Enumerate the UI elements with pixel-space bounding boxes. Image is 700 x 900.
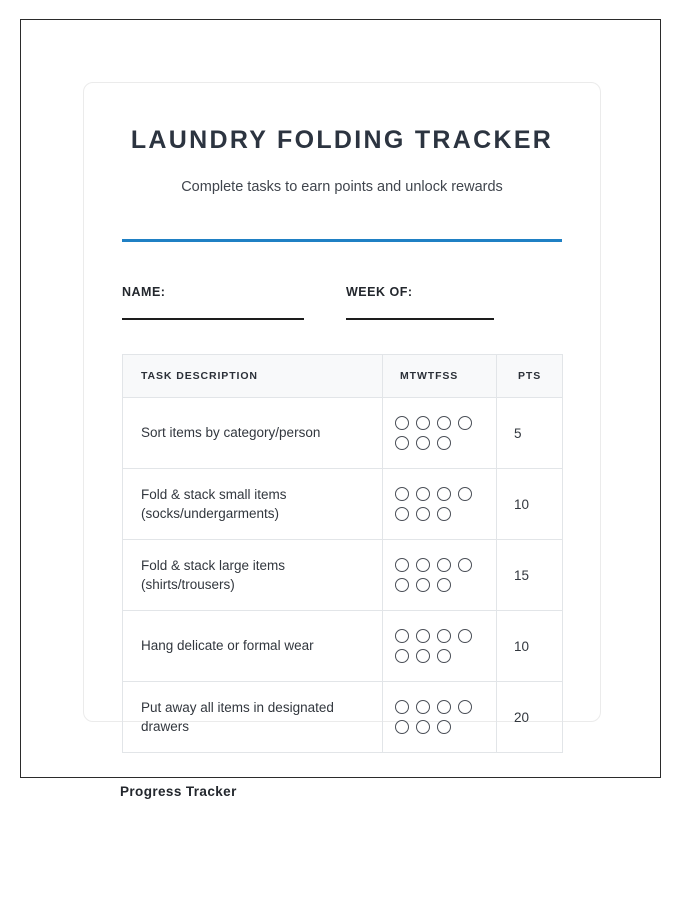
points-cell: 15 <box>497 540 563 611</box>
task-description-cell: Fold & stack large items (shirts/trousers) <box>123 540 383 611</box>
day-checkbox-circle-icon[interactable] <box>458 629 472 643</box>
day-checkbox-circle-icon[interactable] <box>395 649 409 663</box>
day-checkbox-circle-icon[interactable] <box>395 487 409 501</box>
day-checkbox-circle-icon[interactable] <box>395 629 409 643</box>
printable-page-frame <box>20 19 661 778</box>
points-cell: 10 <box>497 611 563 682</box>
table-row <box>123 469 563 540</box>
day-checkboxes-cell <box>383 540 497 611</box>
day-checkboxes-cell <box>383 398 497 469</box>
table-row <box>123 682 563 753</box>
day-checkbox-circle-icon[interactable] <box>416 629 430 643</box>
page-title: LAUNDRY FOLDING TRACKER <box>130 126 554 154</box>
table-row <box>123 611 563 682</box>
column-header-points: PTS <box>497 355 563 398</box>
day-checkbox-circle-icon[interactable] <box>395 720 409 734</box>
week-of-field-writeline[interactable] <box>346 318 494 320</box>
day-checkbox-circle-icon[interactable] <box>416 649 430 663</box>
task-description-cell: Fold & stack small items (socks/undergarments) <box>123 469 383 540</box>
day-checkbox-circle-icon[interactable] <box>416 720 430 734</box>
day-checkbox-circle-icon[interactable] <box>416 436 430 450</box>
day-checkbox-circle-icon[interactable] <box>416 487 430 501</box>
day-checkbox-circle-icon[interactable] <box>395 416 409 430</box>
name-field-writeline[interactable] <box>122 318 304 320</box>
day-checkbox-circle-icon[interactable] <box>437 629 451 643</box>
tracker-card <box>83 82 601 734</box>
page-caption: Progress Tracker <box>120 784 237 799</box>
column-header-task-description: TASK DESCRIPTION <box>123 355 383 398</box>
page-subtitle: Complete tasks to earn points and unlock rewards <box>181 179 503 195</box>
day-checkbox-circle-icon[interactable] <box>395 578 409 592</box>
task-description-cell: Put away all items in designated drawers <box>123 682 383 753</box>
accent-divider <box>122 239 562 242</box>
day-checkbox-circle-icon[interactable] <box>395 558 409 572</box>
week-of-field-label: WEEK OF: <box>346 285 413 299</box>
task-table-head <box>123 355 563 398</box>
task-table-body <box>123 398 563 753</box>
day-checkbox-group <box>395 558 487 592</box>
day-checkbox-circle-icon[interactable] <box>395 507 409 521</box>
day-checkbox-circle-icon[interactable] <box>416 578 430 592</box>
day-checkbox-circle-icon[interactable] <box>437 416 451 430</box>
day-checkbox-group <box>395 629 487 663</box>
day-checkboxes-cell <box>383 469 497 540</box>
day-checkbox-circle-icon[interactable] <box>458 558 472 572</box>
day-checkbox-circle-icon[interactable] <box>437 578 451 592</box>
day-checkbox-circle-icon[interactable] <box>395 700 409 714</box>
day-checkbox-circle-icon[interactable] <box>416 558 430 572</box>
day-checkboxes-cell <box>383 682 497 753</box>
day-checkbox-group <box>395 487 487 521</box>
table-row <box>123 540 563 611</box>
day-checkbox-circle-icon[interactable] <box>437 720 451 734</box>
day-checkbox-circle-icon[interactable] <box>437 507 451 521</box>
name-field[interactable] <box>122 285 304 299</box>
task-table <box>122 354 563 753</box>
name-field-label: NAME: <box>122 285 166 299</box>
task-description-cell: Hang delicate or formal wear <box>123 611 383 682</box>
table-row <box>123 398 563 469</box>
points-cell: 10 <box>497 469 563 540</box>
day-checkbox-circle-icon[interactable] <box>437 700 451 714</box>
day-checkbox-circle-icon[interactable] <box>437 487 451 501</box>
column-header-days: MTWTFSS <box>383 355 497 398</box>
day-checkbox-circle-icon[interactable] <box>458 416 472 430</box>
day-checkbox-circle-icon[interactable] <box>458 700 472 714</box>
day-checkbox-circle-icon[interactable] <box>437 558 451 572</box>
day-checkbox-circle-icon[interactable] <box>395 436 409 450</box>
day-checkbox-circle-icon[interactable] <box>458 487 472 501</box>
day-checkbox-circle-icon[interactable] <box>416 416 430 430</box>
day-checkbox-group <box>395 416 487 450</box>
day-checkbox-circle-icon[interactable] <box>416 700 430 714</box>
day-checkbox-circle-icon[interactable] <box>437 649 451 663</box>
table-header-row <box>123 355 563 398</box>
week-of-field[interactable] <box>346 285 494 299</box>
form-fields <box>122 285 562 335</box>
day-checkboxes-cell <box>383 611 497 682</box>
task-description-cell: Sort items by category/person <box>123 398 383 469</box>
day-checkbox-group <box>395 700 487 734</box>
points-cell: 20 <box>497 682 563 753</box>
day-checkbox-circle-icon[interactable] <box>437 436 451 450</box>
day-checkbox-circle-icon[interactable] <box>416 507 430 521</box>
points-cell: 5 <box>497 398 563 469</box>
